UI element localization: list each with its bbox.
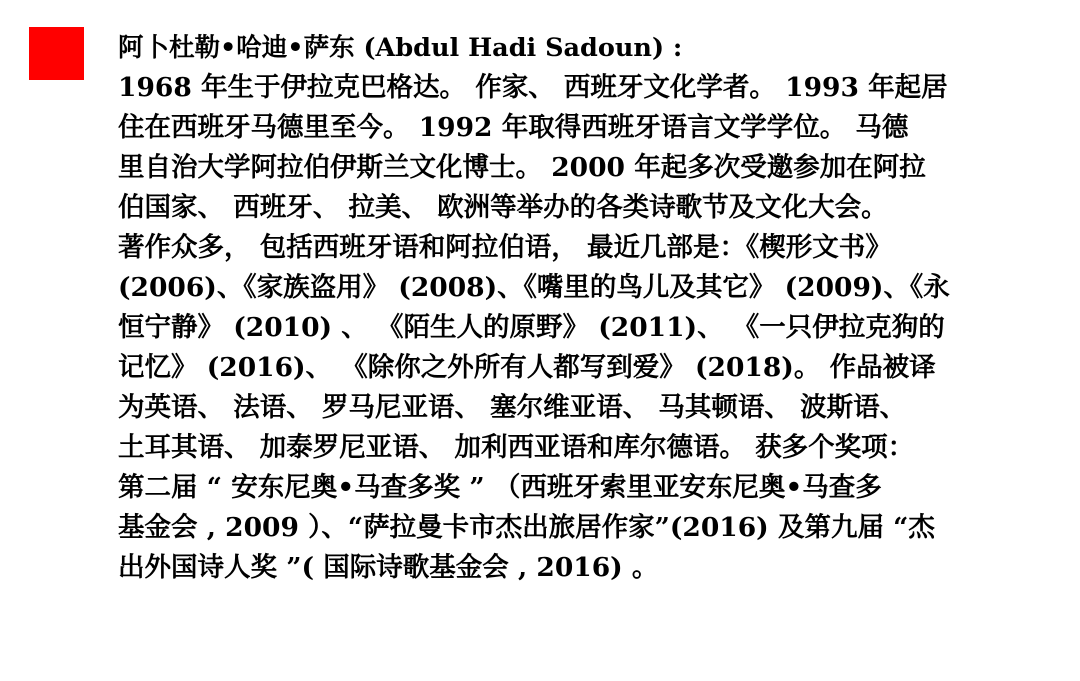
red-square-marker xyxy=(29,27,84,80)
biography-heading: 阿卜杜勒•哈迪•萨东 (Abdul Hadi Sadoun) : xyxy=(118,33,683,63)
biography-line: 恒宁静》 (2010) 、 《陌生人的原野》 (2011)、 《一只伊拉克狗的 xyxy=(118,312,945,343)
biography-line: 住在西班牙马德里至今。 1992 年取得西班牙语言文学学位。 马德 xyxy=(118,112,909,143)
biography-line: 里自治大学阿拉伯伊斯兰文化博士。 2000 年起多次受邀参加在阿拉 xyxy=(118,152,926,183)
biography-line: 记忆》 (2016)、 《除你之外所有人都写到爱》 (2018)。 作品被译 xyxy=(118,352,936,383)
biography-line: 为英语、 法语、 罗马尼亚语、 塞尔维亚语、 马其顿语、 波斯语、 xyxy=(118,392,907,423)
biography-line: (2006)、《家族盗用》 (2008)、《嘴里的鸟儿及其它》 (2009)、《永 xyxy=(118,272,950,303)
biography-line: 土耳其语、 加泰罗尼亚语、 加利西亚语和库尔德语。 获多个奖项： xyxy=(118,432,915,463)
biography-text-block xyxy=(118,28,1058,588)
biography-line: 1968 年生于伊拉克巴格达。 作家、 西班牙文化学者。 1993 年起居 xyxy=(118,72,948,103)
biography-line: 第二届 “ 安东尼奥•马查多奖 ” （西班牙索里亚安东尼奥•马查多 xyxy=(118,472,882,503)
biography-line: 著作众多， 包括西班牙语和阿拉伯语， 最近几部是：《楔形文书》 xyxy=(118,232,892,263)
biography-line: 基金会 , 2009 ）、“萨拉曼卡市杰出旅居作家”(2016) 及第九届 “杰 xyxy=(118,512,935,543)
biography-line: 伯国家、 西班牙、 拉美、 欧洲等举办的各类诗歌节及文化大会。 xyxy=(118,192,888,223)
biography-line: 出外国诗人奖 ”( 国际诗歌基金会 , 2016) 。 xyxy=(118,552,659,583)
